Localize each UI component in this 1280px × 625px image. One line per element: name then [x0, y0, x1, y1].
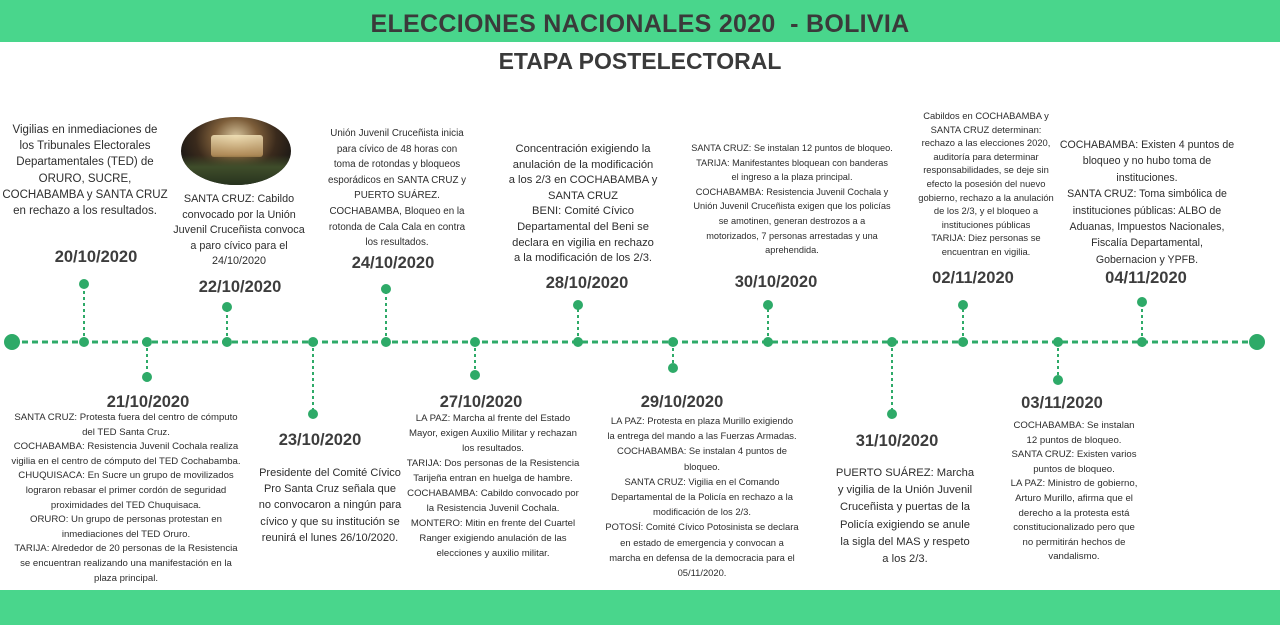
- axis-dot-23-10: [308, 337, 318, 347]
- stem-dot-23-10: [308, 409, 318, 419]
- axis-dot-02-11: [958, 337, 968, 347]
- axis-dot-04-11: [1137, 337, 1147, 347]
- event-text-29-10: LA PAZ: Protesta en plaza Murillo exigiendo la entrega del mando a las Fuerzas Armadas. COCHABAMBA: Se instalan 4 puntos de bloqueo. SANTA CRUZ: Vigilia en el Comando Departamental de la Policía en rechazo a la modificación de los 2/3. POTOSÍ: Comité Cívico Potosinista se declara en estado de emergencia y convocan a marcha en defensa de la democracia para el 05/11/2020.: [605, 415, 799, 579]
- event-text-22-10: SANTA CRUZ: Cabildo convocado por la Unión Juvenil Cruceñista convoca a paro cívico para el 24/10/2020: [173, 193, 305, 268]
- event-text-23-10: Presidente del Comité Cívico Pro Santa Cruz señala que no convocaron a ningún para cívico y que su institución se reunirá el lunes 26/10/2020.: [258, 467, 402, 544]
- axis-dot-24-10: [381, 337, 391, 347]
- stem-dot-31-10: [887, 409, 897, 419]
- event-text-28-10: Concentración exigiendo la anulación de la modificación a los 2/3 en COCHABAMBA y SANTA CRUZ BENI: Comité Cívico Departamental del Beni se declara en vigilia en rechazo a la modificación de los 2/3.: [508, 143, 658, 265]
- timeline-end-dot: [1249, 334, 1265, 350]
- event-text-03-11: COCHABAMBA: Se instalan 12 puntos de bloqueo. SANTA CRUZ: Existen varios puntos de bloqueo. LA PAZ: Ministro de gobierno, Arturo Murillo, afirma que el derecho a la protesta está constitucionalizado pero que no permitirán hechos de vandalismo.: [1010, 420, 1138, 563]
- event-date-30-10: 30/10/2020: [734, 273, 818, 291]
- page-subtitle: ETAPA POSTELECTORAL: [498, 48, 782, 74]
- stem-dot-20-10: [79, 279, 89, 289]
- event-text-30-10: SANTA CRUZ: Se instalan 12 puntos de bloqueo. TARIJA: Manifestantes bloquean con banderas el ingreso a la plaza principal. COCHABAMBA: Resistencia Juvenil Cochala y Unión Juvenil Cruceñista exigen que los policías se amotinen, generan destrozos a a motorizados, 7 personas arrestadas y una aprehendida.: [691, 143, 893, 256]
- footer-band: [0, 590, 1280, 625]
- axis-dot-30-10: [763, 337, 773, 347]
- axis-dot-29-10: [668, 337, 678, 347]
- event-text-20-10: Vigilias en inmediaciones de los Tribunales Electorales Departamentales (TED) de ORURO, SUCRE, COCHABAMBA y SANTA CRUZ en rechazo a los resultados.: [2, 124, 168, 218]
- event-date-22-10: 22/10/2020: [198, 278, 282, 296]
- stem-dot-04-11: [1137, 297, 1147, 307]
- stem-dot-29-10: [668, 363, 678, 373]
- event-date-03-11: 03/11/2020: [1021, 394, 1103, 412]
- event-date-21-10: 21/10/2020: [106, 393, 190, 411]
- event-date-23-10: 23/10/2020: [278, 431, 362, 449]
- event-date-04-11: 04/11/2020: [1105, 269, 1187, 287]
- timeline-start-dot: [4, 334, 20, 350]
- axis-dot-20-10: [79, 337, 89, 347]
- stem-dot-30-10: [763, 300, 773, 310]
- event-date-31-10: 31/10/2020: [855, 432, 939, 450]
- axis-dot-03-11: [1053, 337, 1063, 347]
- event-date-27-10: 27/10/2020: [439, 393, 523, 411]
- event-date-29-10: 29/10/2020: [640, 393, 724, 411]
- axis-dot-31-10: [887, 337, 897, 347]
- axis-dot-21-10: [142, 337, 152, 347]
- event-text-02-11: Cabildos en COCHABAMBA y SANTA CRUZ determinan: rechazo a las elecciones 2020, auditoría para determinar responsabilidades, se deje sin efecto la posesión del nuevo gobierno, rechazo a la anulación de los 2/3, y el bloqueo a instituciones públicas TARIJA: Diez personas se encuentran en vigilia.: [918, 110, 1054, 257]
- event-date-28-10: 28/10/2020: [545, 274, 629, 292]
- page-title: ELECCIONES NACIONALES 2020 - BOLIVIA: [370, 10, 910, 38]
- event-text-04-11: COCHABAMBA: Existen 4 puntos de bloqueo y no hubo toma de instituciones. SANTA CRUZ: Toma simbólica de instituciones públicas: ALBO de Aduanas, Impuestos Nacionales, Fiscalía Departamental, Gobernacion y YPFB.: [1059, 139, 1235, 266]
- stem-dot-03-11: [1053, 375, 1063, 385]
- stem-dot-28-10: [573, 300, 583, 310]
- event-date-02-11: 02/11/2020: [932, 269, 1014, 287]
- stem-dot-22-10: [222, 302, 232, 312]
- event-text-31-10: PUERTO SUÁREZ: Marcha y vigilia de la Unión Juvenil Cruceñista y puertas de la Policía exigiendo se anule la sigla del MAS y respeto a los 2/3.: [835, 467, 975, 566]
- stem-dot-21-10: [142, 372, 152, 382]
- event-date-20-10: 20/10/2020: [54, 248, 138, 266]
- event-text-27-10: LA PAZ: Marcha al frente del Estado Mayor, exigen Auxilio Militar y rechazan los resultados. TARIJA: Dos personas de la Resistencia Tarijeña entran en huelga de hambre. COCHABAMBA: Cabildo convocado por la Resistencia Juvenil Cochala. MONTERO: Mitin en frente del Cuartel Ranger exigiendo anulación de las elecciones y auxilio militar.: [406, 413, 580, 559]
- event-date-24-10: 24/10/2020: [351, 254, 435, 272]
- event-text-21-10: SANTA CRUZ: Protesta fuera del centro de cómputo del TED Santa Cruz. COCHABAMBA: Resistencia Juvenil Cochala realiza vigilia en el centro de cómputo del TED Cochabamba. CHUQUISACA: En Sucre un grupo de movilizados lograron rebasar el primer cordón de seguridad proximidades del TED Chuquisaca. ORURO: Un grupo de personas protestan en inmediaciones del TED Oruro. TARIJA: Alrededor de 20 personas de la Resistencia se encuentran realizando una manifestación en la plaza principal.: [11, 412, 241, 584]
- axis-dot-22-10: [222, 337, 232, 347]
- event-text-24-10: Unión Juvenil Cruceñista inicia para cívico de 48 horas con toma de rotondas y bloqueos esporádicos en SANTA CRUZ y PUERTO SUÁREZ. COCHABAMBA, Bloqueo en la rotonda de Cala Cala en contra los resultados.: [327, 128, 467, 249]
- axis-dot-27-10: [470, 337, 480, 347]
- stem-dot-24-10: [381, 284, 391, 294]
- stem-dot-02-11: [958, 300, 968, 310]
- stem-dot-27-10: [470, 370, 480, 380]
- axis-dot-28-10: [573, 337, 583, 347]
